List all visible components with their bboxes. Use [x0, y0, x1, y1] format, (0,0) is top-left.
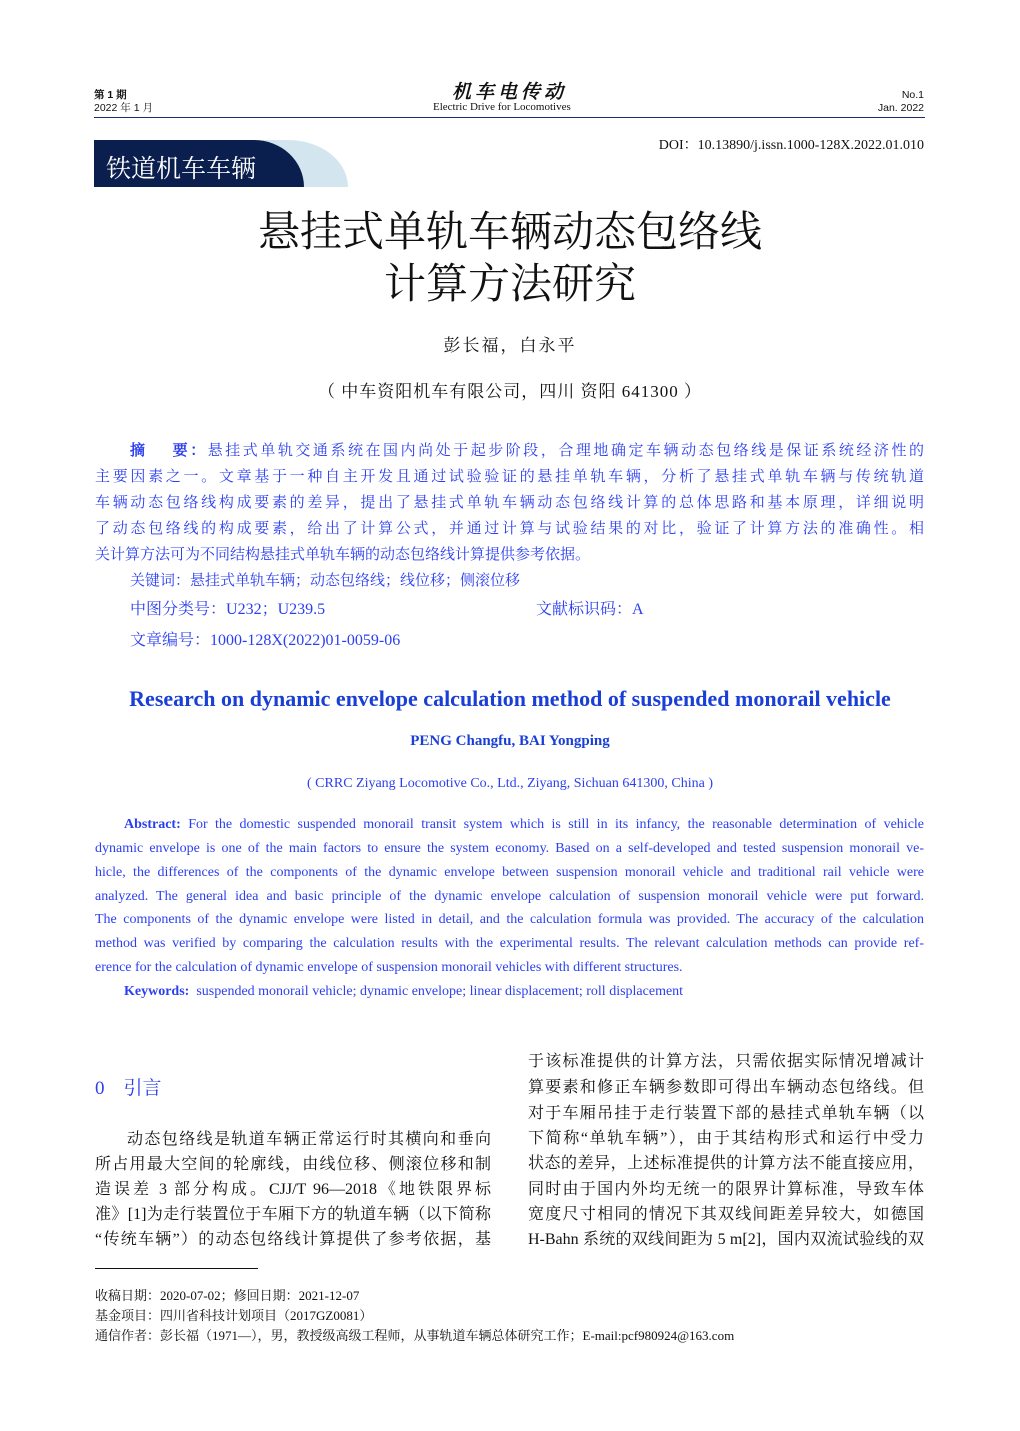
abstract-cn-line: 悬挂式单轨交通系统在国内尚处于起步阶段，合理地确定车辆动态包络线是保证系统经济性的: [207, 443, 924, 459]
section-heading-intro: 0 引言: [95, 1078, 162, 1099]
article-number: [130, 627, 400, 650]
title-en: Research on dynamic envelope calculation method of suspended monorail vehicle: [129, 686, 891, 711]
article-no-value: 1000-128X(2022)01-0059-06: [210, 632, 401, 649]
body-line: 于该标准提供的计算方法，只需依据实际情况增减计: [528, 1053, 924, 1070]
authors-en: PENG Changfu, BAI Yongping: [410, 733, 610, 749]
affiliation-cn: （ 中车资阳机车有限公司，四川 资阳 641300 ）: [318, 382, 702, 401]
abstract-en-line: dynamic envelope is one of the main factors to ensure the system economy. Based on a self-developed and tested suspension monorail ve-: [95, 841, 924, 856]
doi: DOI：10.13890/j.issn.1000-128X.2022.01.010: [658, 138, 924, 153]
date-cn: 2022 年 1 月: [94, 102, 153, 114]
abstract-cn-label: 摘 要：: [130, 443, 208, 459]
header-rule: [94, 117, 925, 118]
body-line: 状态的差异，上述标准提供的计算方法不能直接应用，: [528, 1155, 924, 1172]
section-banner: [94, 140, 348, 187]
title-line-1: 悬挂式单轨车辆动态包络线: [257, 207, 762, 256]
footnote-received: 收稿日期：2020-07-02；修回日期：2021-12-07: [95, 1288, 360, 1303]
keywords-en-label: Keywords:: [124, 984, 190, 999]
abstract-cn-line: 主要因素之一。文章基于一种自主开发且通过试验验证的悬挂单轨车辆，分析了悬挂式单轨车辆与传统轨道: [95, 469, 924, 485]
body-line: 对于车厢吊挂于走行装置下部的悬挂式单轨车辆（以: [528, 1105, 924, 1122]
abstract-en-line: method was verified by comparing the calculation results with the experimental results. The relevant calculation methods can provide ref-: [95, 936, 924, 951]
abstract-en-line: analyzed. The general idea and basic principle of the dynamic envelope calculation of suspension monorail vehicle were put forward.: [95, 889, 924, 904]
date-en: Jan. 2022: [877, 102, 924, 114]
article-no-label: 文章编号：: [130, 632, 211, 649]
footnote-funding: 基金项目：四川省科技计划项目（2017GZ0081）: [95, 1308, 373, 1323]
abstract-en-label: Abstract:: [124, 817, 181, 832]
abstract-en-line: hicle, the differences of the components of the dynamic envelope between suspension monorail vehicle and traditional rail vehicle were: [95, 865, 924, 880]
body-line: 宽度尺寸相同的情况下其双线间距差异较大，如德国: [528, 1206, 924, 1223]
doc-code-label: 文献标识码：: [536, 601, 633, 618]
abstract-cn-line: 了动态包络线的构成要素，给出了计算公式，并通过计算与试验结果的对比，验证了计算方法的准确性。相: [95, 521, 924, 537]
keywords-en-value: suspended monorail vehicle; dynamic envelope; linear displacement; roll displacement: [196, 984, 684, 999]
abstract-cn-line: 关计算方法可为不同结构悬挂式单轨车辆的动态包络线计算提供参考依据。: [95, 547, 591, 563]
clc-value: U232；U239.5: [226, 601, 326, 618]
body-line: 造误差 3 部分构成。CJJ/T 96—2018《地铁限界标: [95, 1181, 491, 1198]
abstract-en-line: For the domestic suspended monorail transit system which is still in its infancy, the reasonable determination of vehicle: [188, 817, 925, 832]
paper-title: [0, 206, 1020, 310]
abstract-cn-line: 车辆动态包络线构成要素的差异，提出了悬挂式单轨车辆动态包络线计算的总体思路和基本原理，详细说明: [95, 495, 924, 511]
body-line: 下简称“单轨车辆”），由于其结构形式和运行中受力: [528, 1130, 924, 1147]
body-line: 准》[1]为走行装置位于车厢下方的轨道车辆（以下简称: [95, 1206, 491, 1223]
affiliation-en: ( CRRC Ziyang Locomotive Co., Ltd., Ziyang, Sichuan 641300, China ): [307, 776, 713, 791]
section-banner-label: 铁道机车车辆: [106, 154, 257, 183]
body-line: H-Bahn 系统的双线间距为 5 m[2]，国内双流试验线的双: [528, 1231, 924, 1248]
keywords-cn-value: 悬挂式单轨车辆；动态包络线；线位移；侧滚位移: [190, 573, 521, 589]
body-line: “传统车辆”）的动态包络线计算提供了参考依据，基: [95, 1231, 491, 1248]
issue-cn: 第 1 期: [94, 89, 127, 101]
journal-name-en: Electric Drive for Locomotives: [433, 101, 571, 113]
clc-number: [130, 596, 325, 619]
document-code: [536, 596, 644, 619]
body-line: 同时由于国内外均无统一的限界计算标准，导致车体: [528, 1181, 924, 1198]
keywords-cn-label: 关键词：: [130, 573, 191, 589]
body-line: 动态包络线是轨道车辆正常运行时其横向和垂向: [127, 1131, 491, 1148]
issue-en: No.1: [901, 89, 924, 101]
authors-cn: 彭长福，白永平: [443, 336, 577, 355]
body-line: 算要素和修正车辆参数即可得出车辆动态包络线。但: [528, 1079, 924, 1096]
footnote-corresponding-author: 通信作者：彭长福（1971—），男，教授级高级工程师，从事轨道车辆总体研究工作；E-mail:pcf980924@163.com: [95, 1328, 735, 1343]
title-line-2: 计算方法研究: [383, 259, 636, 308]
clc-label: 中图分类号：: [130, 601, 227, 618]
keywords-en: [124, 984, 683, 1000]
abstract-en-line: The components of the dynamic envelope were listed in detail, and the calculation formula was provided. The accuracy of the calculation: [95, 912, 924, 927]
footnote-rule: [95, 1268, 258, 1269]
doc-code-value: A: [632, 601, 644, 618]
abstract-en-line: erence for the calculation of dynamic envelope of suspension monorail vehicles with different structures.: [95, 960, 683, 975]
keywords-cn: [130, 569, 520, 590]
body-line: 所占用最大空间的轮廓线，由线位移、侧滚位移和制: [95, 1156, 491, 1173]
journal-logo-cn: 机车电传动: [452, 82, 568, 103]
